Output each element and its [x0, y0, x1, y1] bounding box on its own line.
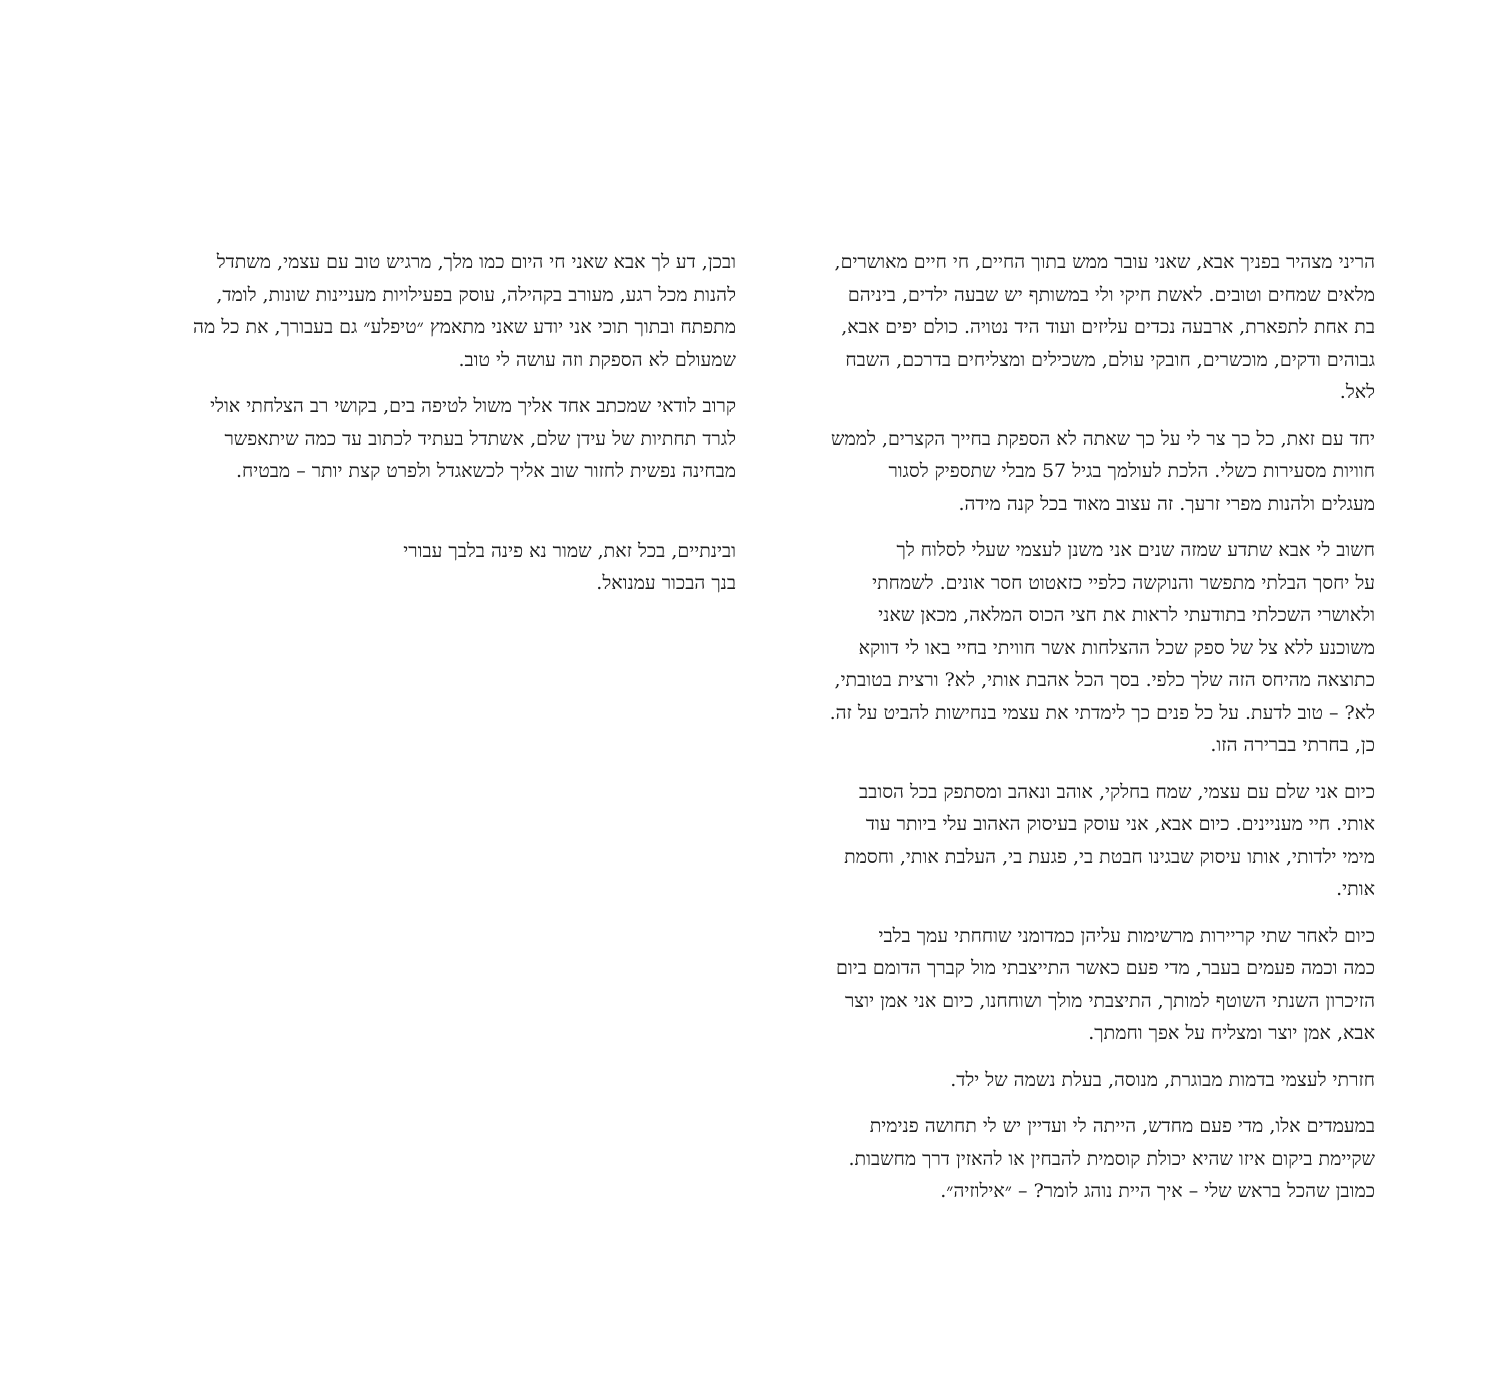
text-line: חוויות מסעירות כשלי. הלכת לעולמך בגיל 57 מבלי שתספיק לסגור	[888, 460, 1375, 482]
text-line: להנות מכל רגע, מעורב בקהילה, עוסק בפעילויות מעניינות שונות, לומד,	[216, 283, 736, 306]
paragraph	[793, 1064, 1375, 1097]
text-line: מתפתח ובתוך תוכי אני יודע שאני מתאמץ ״טיפלע״ גם בעבורך, את כל מה	[193, 316, 736, 338]
text-line: מימי ילדותי, אותו עיסוק שבגינו חבטת בי, פגעת בי, העלבת אותי, וחסמת	[844, 845, 1375, 868]
blank-line	[144, 502, 736, 535]
signature-line: בנך הבכור עמנואל.	[596, 572, 736, 594]
text-line: כמובן שהכל בראש שלי – איך היית נוהג לומר? – ״אילוזיה״.	[940, 1180, 1375, 1202]
text-line: חזרתי לעצמי בדמות מבוגרת, מנוסה, בעלת נשמה של ילד.	[950, 1068, 1375, 1091]
closing-paragraph	[144, 535, 736, 600]
closing-line: ובינתיים, בכל זאת, שמור נא פינה בלבך עבורי	[403, 539, 736, 562]
text-line: כמה וכמה פעמים בעבר, מדי פעם כאשר התייצבתי מול קברך הדומם ביום	[836, 957, 1375, 979]
text-line: גבוהים ודקים, מוכשרים, חובקי עולם, משכילים ומצליחים בדרכם, השבח	[845, 348, 1375, 371]
text-line: אבא, אמן יוצר ומצליח על אפך וחמתך.	[1088, 1022, 1375, 1044]
text-line: אותי.	[1336, 878, 1375, 900]
text-line: שקיימת ביקום איזו שהיא יכולת קוסמית להבחין או להאזין דרך מחשבות.	[848, 1147, 1375, 1170]
text-line: הריני מצהיר בפניך אבא, שאני עובר ממש בתוך החיים, חי חיים מאושרים,	[834, 251, 1375, 273]
text-line: במעמדים אלו, מדי פעם מחדש, הייתה לי ועדיין יש לי תחושה פנימית	[869, 1115, 1375, 1137]
text-line: כיום אני שלם עם עצמי, שמח בחלקי, אוהב ונאהב ומסתפק בכל הסובב	[859, 780, 1375, 803]
text-line: מבחינה נפשית לחזור שוב אליך לכשאגדל ולפרט קצת יותר – מבטיח.	[236, 460, 736, 482]
paragraph	[793, 920, 1375, 1050]
paragraph	[793, 534, 1375, 762]
text-line: על יחסך הבלתי מתפשר והנוקשה כלפיי כזאטוט חסר אונים. לשמחתי	[872, 571, 1375, 594]
text-line: מלאים שמחים וטובים. לאשת חיקי ולי במשותף יש שבעה ילדים, ביניהם	[847, 283, 1375, 306]
paragraph	[144, 246, 736, 376]
left-page-text	[144, 246, 736, 614]
right-page-text	[793, 246, 1375, 1222]
text-line: משוכנע ללא צל של ספק שכל ההצלחות אשר חוויתי בחיי באו לי דווקא	[858, 636, 1375, 659]
text-line: הזיכרון השנתי השוטף למותך, התיצבתי מולך ושוחחנו, כיום אני אמן יוצר	[844, 989, 1375, 1012]
text-line: שמעולם לא הספקת וזה עושה לי טוב.	[458, 348, 736, 371]
paragraph	[793, 423, 1375, 521]
text-line: בת אחת לתפארת, ארבעה נכדים עליזים ועוד היד נטויה. כולם יפים אבא,	[841, 316, 1375, 338]
text-line: אותי. חיי מעניינים. כיום אבא, אני עוסק בעיסוק האהוב עלי ביותר עוד	[865, 813, 1375, 835]
text-line: חשוב לי אבא שתדע שמזה שנים אני משנן לעצמי שעלי לסלוח לך	[896, 539, 1375, 561]
paragraph	[793, 246, 1375, 409]
paragraph	[793, 776, 1375, 906]
paragraph	[144, 390, 736, 488]
text-line: לאל.	[1339, 381, 1375, 403]
text-line: לא? – טוב לדעת. על כל פנים כך לימדתי את עצמי בנחישות להביט על זה.	[829, 701, 1375, 724]
text-line: מעגלים ולהנות מפרי זרעך. זה עצוב מאוד בכל קנה מידה.	[958, 492, 1375, 515]
text-line: כן, בחרתי בברירה הזו.	[1210, 734, 1375, 756]
text-line: קרוב לודאי שמכתב אחד אליך משול לטיפה בים, בקושי רב הצלחתי אולי	[210, 395, 736, 417]
text-line: כיום לאחר שתי קריירות מרשימות עליהן כמדומני שוחחתי עמך בלבי	[878, 924, 1375, 947]
text-line: כתוצאה מהיחס הזה שלך כלפי. בסך הכל אהבת אותי, לא? ורצית בטובתי,	[834, 669, 1375, 691]
text-line: ולאושרי השכלתי בתודעתי לראות את חצי הכוס המלאה, מכאן שאני	[878, 604, 1375, 626]
text-line: יחד עם זאת, כל כך צר לי על כך שאתה לא הספקת בחייך הקצרים, לממש	[831, 427, 1375, 450]
paragraph	[793, 1110, 1375, 1208]
text-line: לגרד תחתיות של עידן שלם, אשתדל בעתיד לכתוב עד כמה שיתאפשר	[224, 427, 736, 450]
text-line: ובכן, דע לך אבא שאני חי היום כמו מלך, מרגיש טוב עם עצמי, משתדל	[216, 251, 736, 273]
